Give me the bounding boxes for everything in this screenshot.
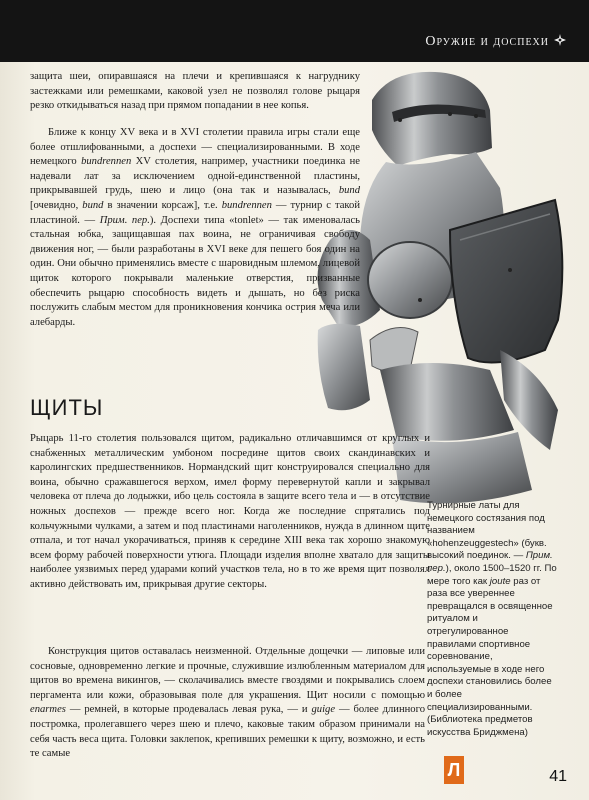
caption-text [427, 500, 557, 739]
paragraph-norman-shield [30, 432, 430, 593]
text-run: — ремней, в которые продевалась левая рука, — и [65, 704, 312, 716]
paragraph-tonlet [30, 126, 360, 330]
paragraph-shield-construction [30, 645, 425, 762]
text-run: — более длинного постромка, пролегавшего через шею и плечо, каковые таким образом принимали на себя часть веса щита. Головки заклепок, крепивших ремешки к щиту, возможно, и есть те самые [30, 704, 425, 760]
translator-note: Прим. пер. [99, 214, 150, 226]
text-run: [очевидно, [30, 199, 83, 211]
paragraph-text: Рыцарь 11-го столетия пользовался щитом, радикально отличавшимся от круглых и снабженных металлическим умбоном посредине щитов своих скандинавских и каролингских предшественников. Нормандский щит конструировался специально для воина, обычно сражавшегося верхом, имел форму перевернутой капли и закрывал человека от плеча до лодыжки, ибо цель состояла в защите всего тела и — в отсутствие ножных доспехов — прежде всего ног. Когда же последние спрятались под кольчужными чулками, а затем и под пластинами наголенников, нужда в длинном щите отпала, и тот начал укорачиваться, приняв к середине XIII века так хорошо знакомую всем форму рабочей поверхности утюга. Площади изделия вполне хватало для защиты наиболее уязвимых перед ударами копий участков тела, но в то же время щит позволял активно действовать им, прикрывая другие секторы. [30, 433, 430, 590]
term-italic: bundrennen [221, 199, 272, 211]
section-heading: ЩИТЫ [30, 395, 104, 420]
paragraph-text: защита шеи, опиравшаяся на плечи и крепившаяся к нагруднику застежками или ремешками, каковой узел не позволял голове рыцаря резко откидываться назад при прямом попадании в нее копья. [30, 71, 360, 112]
term-italic: joute [489, 575, 511, 587]
text-run: раз от раза все увереннее превращался в освященное ритуалом и отрегулированное правилами спортивное соревнование, используемые в ходе него доспехи становились более и более специализированными. (Библиотека предметов искусства Бриджмена) [427, 575, 553, 738]
paragraph-text [30, 645, 425, 762]
text-run: ), около 1500–1520 гг. По мере того как [427, 562, 557, 587]
text-run: ). Доспехи типа «tonlet» — так именовалась стальная юбка, защищавшая пах воина, не ограничивая свободу движения ног, — были разработаны в XVI веке для пешего боя один на один. Они обычно применялись вместе с шаровидным шлемом, лицевой щиток которого покрывали маленькие отверстия, призванные обеспечить рыцарю способность видеть и дышать, но без риска послужить слабым местом для проникновения кончика острия меча или алебарды. [30, 214, 360, 328]
figure-caption [427, 500, 557, 739]
fleur-ornament-icon [553, 33, 567, 47]
translator-note: Прим. пер. [427, 550, 553, 574]
term-italic: bund [82, 199, 104, 211]
publisher-logo: Л [444, 756, 464, 784]
text-run: XV столетия, например, участники поединка не надевали лат за исключением одной-единственной пластины, прикрывавшей грудь, шею и лицо (она так и называлась, [30, 156, 360, 197]
term-italic: bund [338, 185, 360, 197]
term-italic: guige [311, 704, 336, 716]
page-number: 41 [549, 768, 567, 785]
term-italic: bundrennen [81, 156, 132, 168]
running-header-title: Оружие и доспехи [425, 34, 549, 49]
text-run: Турнирные латы для немецкого состязания под названием «hohenzeuggestech» (букв. высокий поединок. — [427, 500, 547, 562]
term-italic: enarmes [30, 704, 66, 716]
paragraph-text [30, 126, 360, 330]
paragraph-continuation [30, 70, 360, 114]
text-run: Ближе к концу XV века и в XVI столетии правила игры стали еще более отшлифованными, а доспехи — специализированными. В ходе немецкого [30, 127, 360, 168]
running-header [0, 0, 589, 62]
text-run: — турнир с такой пластиной. — [30, 199, 360, 226]
text-run: Конструкция щитов оставалась неизменной. Отдельные дощечки — липовые или сосновые, одновременно легкие и прочные, служившие излюбленным материалом для щитов во времена викингов, — сколачивались вместе гвоздями и покрывались слоем пергамента или кожи, образовывая поле для украшения. Щит носили с помощью [30, 646, 425, 701]
text-run: в значении корсаж], т.е. [103, 199, 222, 211]
